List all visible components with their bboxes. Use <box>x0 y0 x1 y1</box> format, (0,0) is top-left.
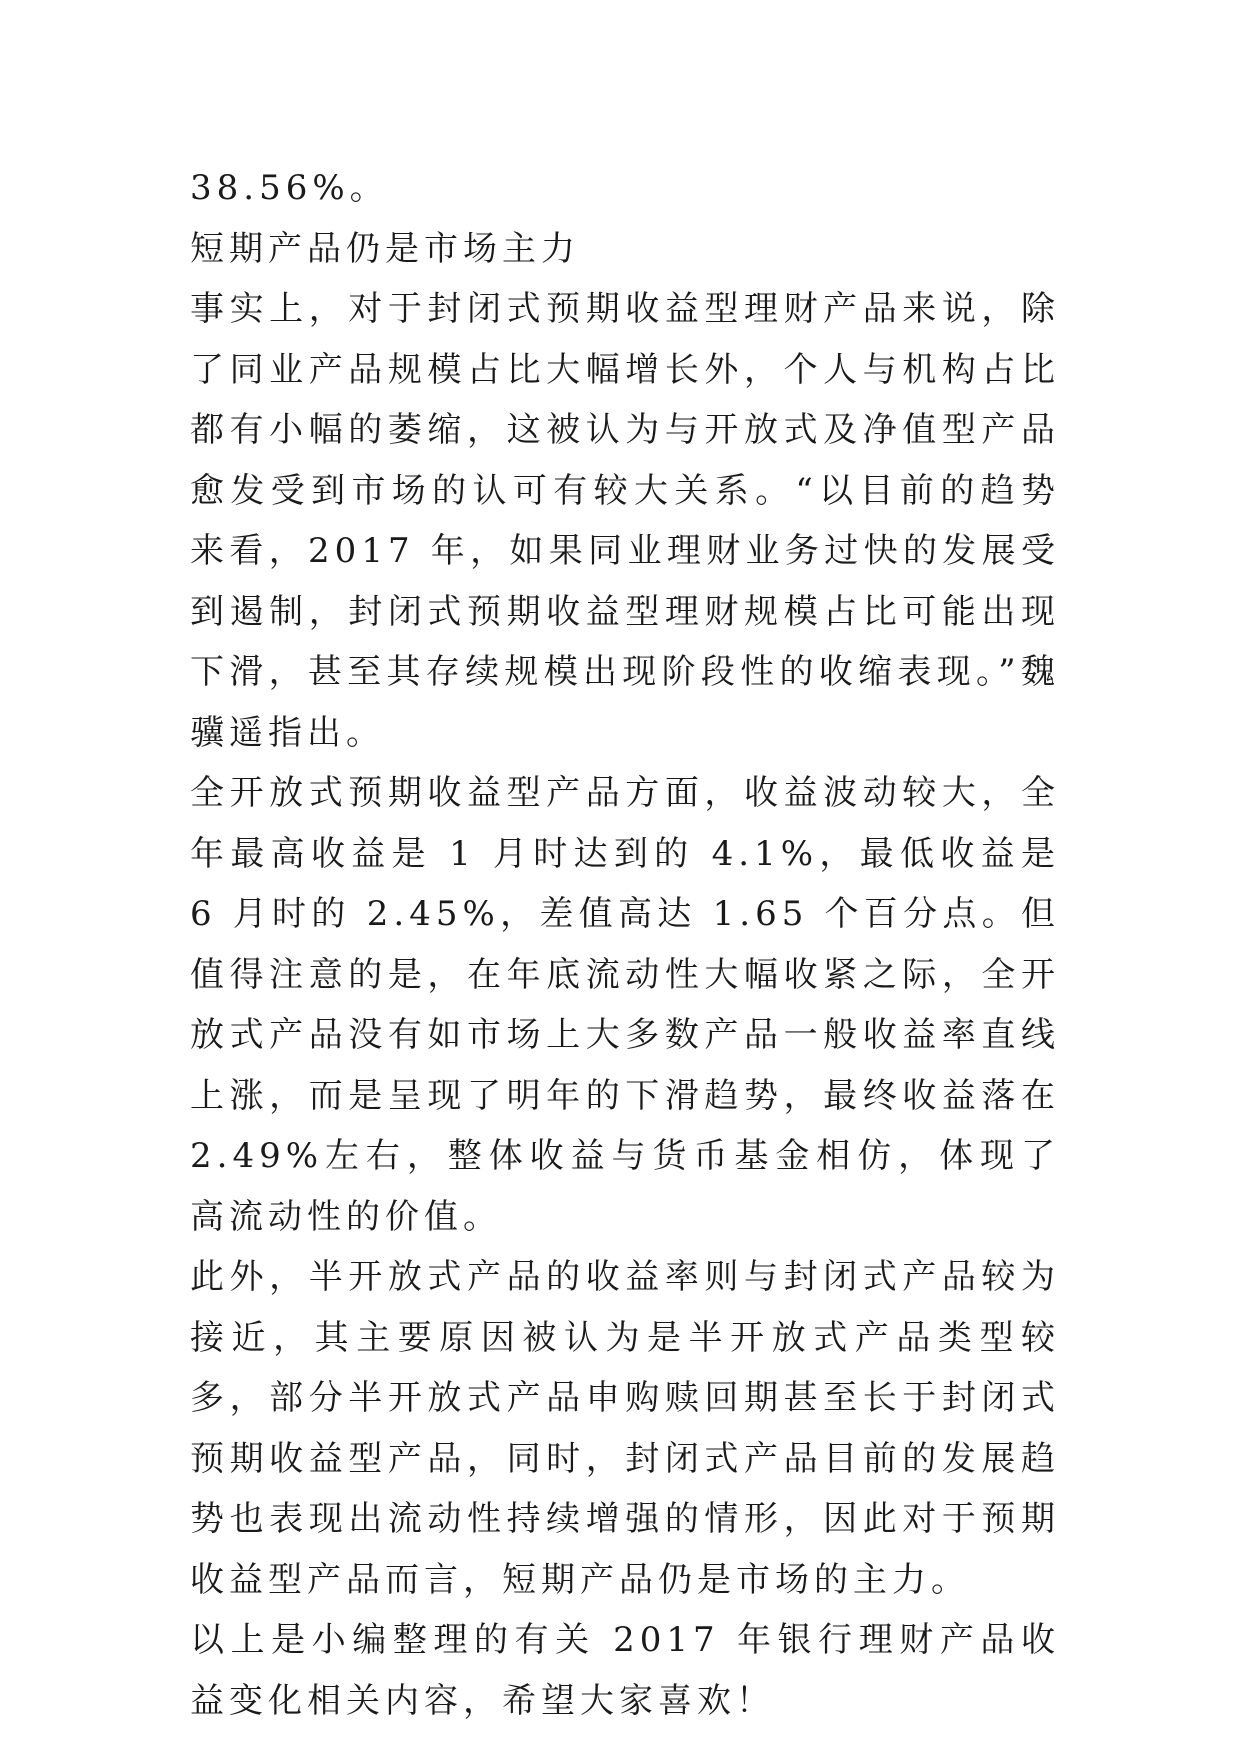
paragraph-percentage: 38.56%。 <box>190 168 389 208</box>
section-heading: 短期产品仍是市场主力 <box>190 228 580 269</box>
paragraph-open-products: 全开放式预期收益型产品方面，收益波动较大，全年最高收益是 1 月时达到的 4.1%，最低收益是 6 月时的 2.45%，差值高达 1.65 个百分点。但值得注意的是，在年底流动性大幅收紧之际，全开放式产品没有如市场上大多数产品一般收益率直线上涨，而是呈现了明年的下滑趋势，最终收益落在 2.49%左右，整体收益与货币基金相仿，体现了高流动性的价值。 <box>190 773 1060 1237</box>
paragraph-closing: 以上是小编整理的有关 2017 年银行理财产品收益变化相关内容，希望大家喜欢！ <box>190 1620 1060 1721</box>
paragraph-closed-products: 事实上，对于封闭式预期收益型理财产品来说，除了同业产品规模占比大幅增长外，个人与机构占比都有小幅的萎缩，这被认为与开放式及净值型产品愈发受到市场的认可有较大关系。“以目前的趋势来看，2017 年，如果同业理财业务过快的发展受到遏制，封闭式预期收益型理财规模占比可能出现下滑，甚至其存续规模出现阶段性的收缩表现。”魏骥遥指出。 <box>190 289 1060 753</box>
document-body <box>190 158 1060 1731</box>
paragraph-semi-open-products: 此外，半开放式产品的收益率则与封闭式产品较为接近，其主要原因被认为是半开放式产品类型较多，部分半开放式产品申购赎回期甚至长于封闭式预期收益型产品，同时，封闭式产品目前的发展趋势也表现出流动性持续增强的情形，因此对于预期收益型产品而言，短期产品仍是市场的主力。 <box>190 1257 1060 1600</box>
